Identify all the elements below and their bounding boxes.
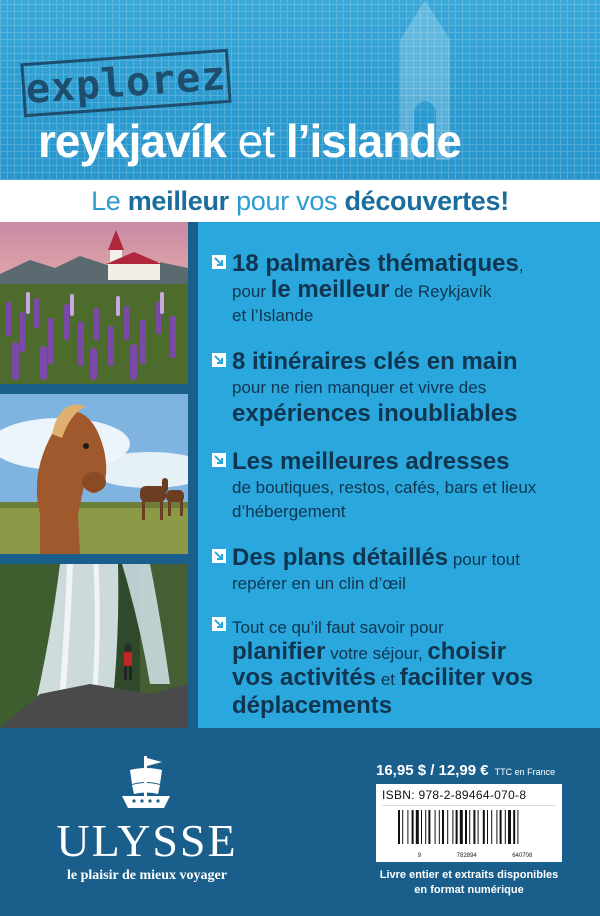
feature-itineraires [212,348,588,428]
features-panel [198,222,600,728]
barcode-bar [407,810,408,844]
barcode-digit-group: 9 [417,853,422,859]
isbn: ISBN: 978-2-89464-070-8 [382,788,556,806]
feature-text: de Reykjavík [389,282,492,301]
cover-footer [0,728,600,916]
price-value: 16,95 $ / 12,99 € [376,762,489,779]
price-note: TTC en France [494,767,556,777]
photo-waterfall-hiker [0,564,188,728]
tagline-bold: découvertes! [344,185,509,216]
arrow-bullet-icon [212,353,226,367]
barcode-bar [452,810,453,844]
barcode-bar [469,810,470,844]
barcode-bar [517,810,518,844]
barcode-bar [435,810,436,844]
photo-icelandic-horses [0,394,188,554]
tagline-band [0,180,600,222]
publisher-tagline: le plaisir de mieux voyager [67,868,227,883]
digital-availability [376,868,562,898]
feature-planifier [212,616,588,720]
barcode-bar [447,810,448,844]
barcode-bar [487,810,488,844]
barcode-bar [456,810,458,844]
ship-logo-icon [118,754,174,812]
publisher-name: ULYSSE [56,815,238,866]
tagline-part: Le [91,185,128,216]
tagline [91,186,509,217]
feature-line [232,640,588,666]
feature-text: pour tout [448,550,520,569]
barcode-bar [513,810,515,844]
barcode-bar [416,810,419,844]
barcode-bar [398,810,400,844]
barcode-bar [442,810,444,844]
feature-head: 18 palmarès thématiques [232,250,519,277]
feature-bold: planifier [232,638,326,665]
barcode-bar [425,810,426,844]
digital-line: Livre entier et extraits disponibles [379,869,559,881]
feature-adresses [212,448,588,524]
feature-bold: choisir [427,638,507,665]
tagline-part: pour vos [228,185,345,216]
barcode-digit-group: 782894 [456,853,477,859]
barcode-bar [428,810,430,844]
barcode-digits [400,853,550,859]
barcode-bar [478,810,479,844]
barcode-bar [505,810,506,844]
barcode-bar [402,810,403,844]
digital-line: en format numérique [414,884,524,896]
feature-text: et [376,670,400,689]
cover-header [0,0,600,180]
barcode-bar [460,810,463,844]
arrow-bullet-icon [212,255,226,269]
feature-line [232,666,588,692]
arrow-bullet-icon [212,549,226,563]
barcode-bar [496,810,497,844]
feature-line: pour ne rien manquer et vivre des [232,378,487,397]
barcode-bar [439,810,440,844]
barcode-bar [508,810,511,844]
feature-plans [212,544,588,596]
feature-bold-line: expériences inoubliables [232,400,518,427]
feature-line: repérer en un clin d’œil [232,574,406,593]
feature-line: de boutiques, restos, cafés, bars et lieux [232,478,537,497]
feature-bold: faciliter vos [399,664,534,691]
barcode-bar [473,810,475,844]
feature-line: et l’Islande [232,306,314,325]
feature-text: votre séjour, [325,644,428,663]
book-title [38,114,461,168]
price [376,762,555,779]
feature-text: pour [232,282,271,301]
photo-church-lupins [0,222,188,384]
barcode-bar [491,810,492,844]
series-name: explorez [24,53,228,113]
title-country: l’islande [285,115,461,167]
feature-palmares [212,250,588,328]
barcode-box [376,784,562,862]
feature-bold: le meilleur [270,276,390,303]
feature-head: Les meilleures adresses [232,448,510,475]
barcode-bar [412,810,414,844]
barcode-bar [421,810,422,844]
barcode-bar [483,810,485,844]
feature-bold: vos activités [232,664,377,691]
barcode-bar [465,810,467,844]
arrow-bullet-icon [212,453,226,467]
feature-line [232,278,588,304]
feature-head: 8 itinéraires clés en main [232,348,518,375]
arrow-bullet-icon [212,617,226,631]
title-city: reykjavík [38,115,226,167]
feature-text: Tout ce qu’il faut savoir pour [232,618,444,637]
barcode-icon [382,810,556,852]
feature-bold-line: déplacements [232,692,393,719]
barcode-digit-group: 640708 [512,853,533,859]
feature-head: Des plans détaillés [232,544,449,571]
barcode-bar [500,810,502,844]
tagline-bold: meilleur [127,185,229,216]
feature-punct: , [518,256,524,275]
title-et: et [237,115,275,167]
feature-line: d’hébergement [232,502,346,521]
